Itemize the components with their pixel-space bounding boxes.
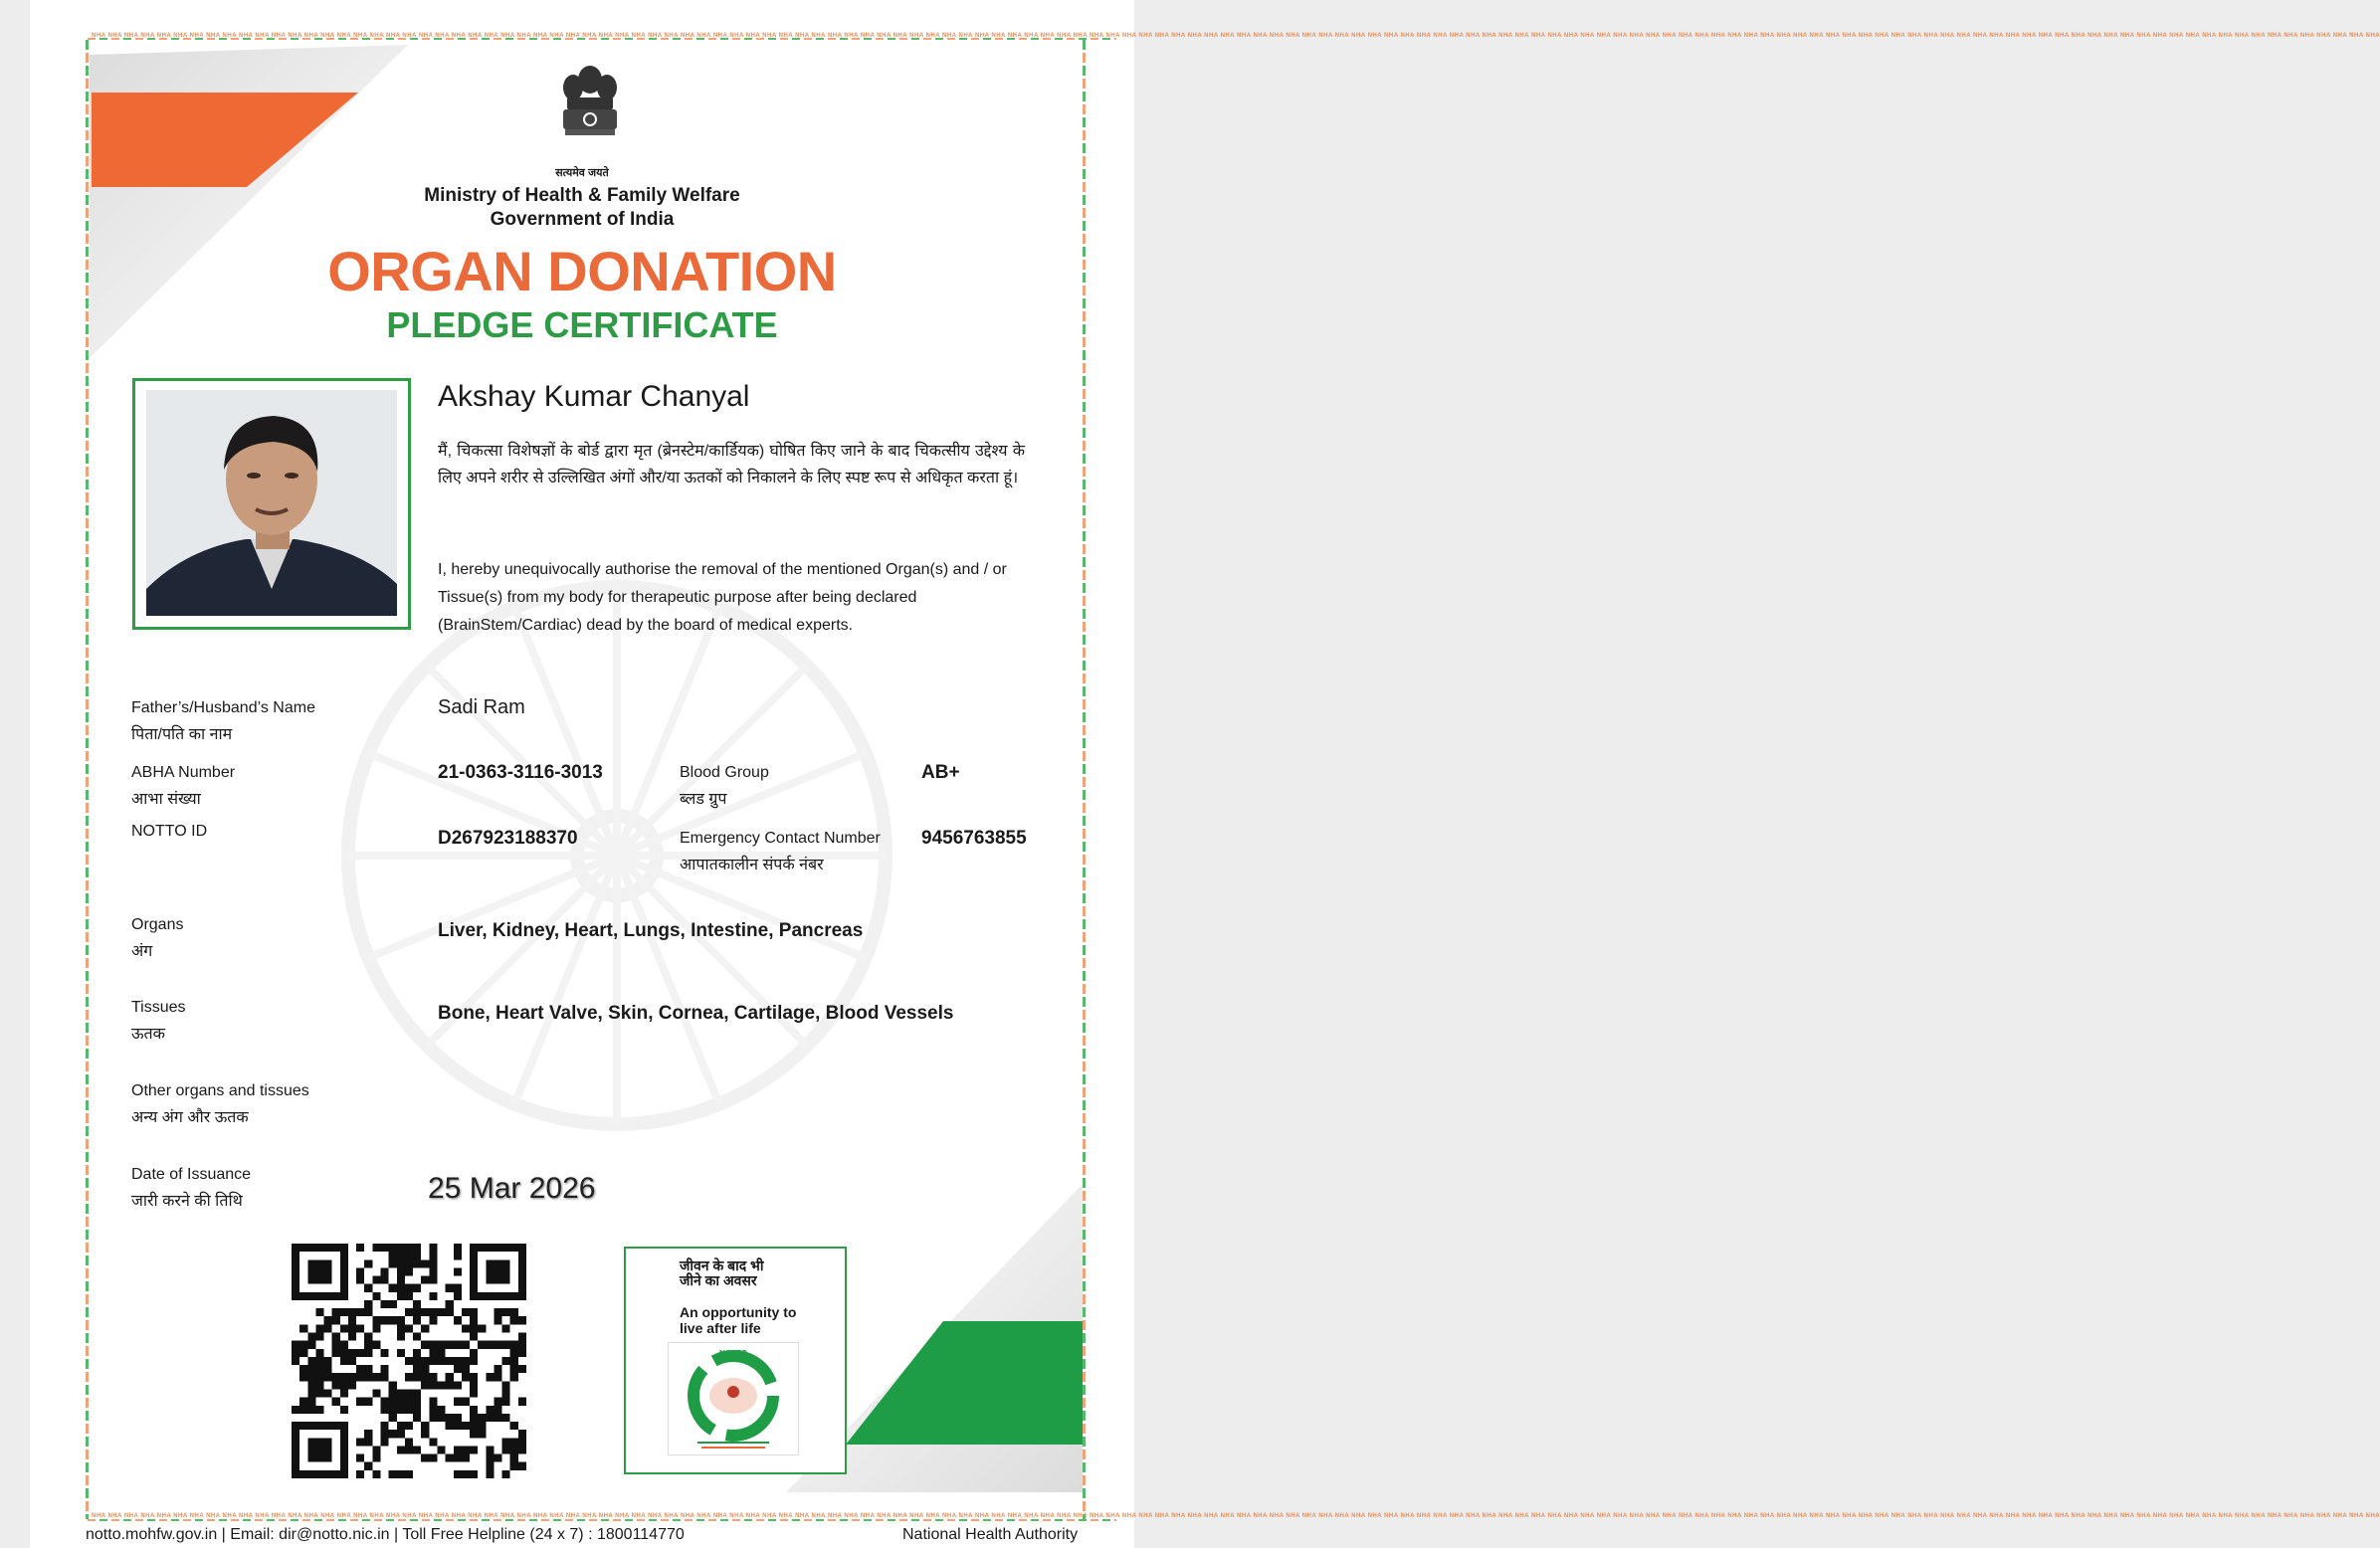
pledger-name: Akshay Kumar Chanyal (438, 380, 750, 413)
border-text-bottom: NHA NHA NHA NHA NHA NHA NHA NHA NHA NHA NHA NHA NHA NHA NHA NHA NHA NHA NHA NHA NHA NHA NHA NHA NHA NHA NHA NHA NHA NHA NHA NHA NHA NHA NHA NHA NHA NHA NHA NHA NHA NHA NHA NHA NHA NHA NHA NHA NHA NHA NHA NHA NHA NHA NHA NHA NHA NHA NHA NHA NHA NHA NHA NHA NHA NHA NHA NHA NHA NHA NHA NHA NHA NHA NHA NHA NHA NHA NHA NHA NHA NHA NHA NHA NHA NHA NHA NHA NHA NHA NHA NHA NHA NHA NHA NHA NHA NHA NHA NHA NHA NHA NHA NHA NHA NHA NHA NHA NHA NHA NHA NHA NHA NHA NHA NHA NHA NHA NHA NHA NHA NHA NHA NHA NHA NHA NHA NHA NHA NHA NHA NHA NHA NHA NHA NHA NHA NHA NHA NHA (92, 1513, 2380, 1519)
notto-logo-text: NOTTO (719, 1349, 747, 1358)
promo-hindi: जीवन के बाद भी जीने का अवसर (680, 1258, 764, 1288)
footer-authority: National Health Authority (902, 1526, 1079, 1543)
certificate-subtitle: PLEDGE CERTIFICATE (386, 304, 778, 345)
emergency-contact-label: Emergency Contact Number आपातकालीन संपर्क नंबर (680, 830, 881, 873)
footer-contact: notto.mohfw.gov.in | Email: dir@notto.nic.in | Toll Free Helpline (24 x 7) : 1800114770 (86, 1526, 685, 1543)
promo-english: An opportunity to live after life (680, 1304, 797, 1336)
qr-code (292, 1244, 526, 1478)
motto: सत्यमेव जयते (555, 167, 609, 179)
national-emblem-icon (555, 60, 625, 159)
organs-label: Organs अंग (131, 916, 184, 960)
organs-value: Liver, Kidney, Heart, Lungs, Intestine, Pancreas (438, 920, 864, 941)
blood-group-value: AB+ (921, 762, 960, 783)
ministry-name: Ministry of Health & Family Welfare (424, 185, 740, 206)
notto-id-label: NOTTO ID (131, 823, 208, 840)
father-name-label: Father’s/Husband’s Name पिता/पति का नाम (131, 699, 315, 743)
emergency-contact-value: 9456763855 (921, 828, 1027, 849)
bottom-border (88, 1519, 1116, 1521)
blood-group-label: Blood Group ब्लड ग्रुप (680, 764, 769, 808)
notto-logo-icon (668, 1342, 799, 1455)
father-name-value: Sadi Ram (438, 696, 525, 718)
government-name: Government of India (490, 209, 675, 230)
issuance-date-label: Date of Issuance जारी करने की तिथि (131, 1166, 252, 1210)
pledge-text-hindi: मैं, चिकत्सा विशेषज्ञों के बोर्ड द्वारा मृत (ब्रेनस्टेम/कार्डियक) घोषित किए जाने के बाद चिकत्सीय उद्देश्य के लिए अपने शरीर से उल्लिखित अंगों और/या ऊतकों को निकालने के लिए स्पष्ट रूप से अधिकृत करता हूं। (438, 443, 1025, 486)
tissues-value: Bone, Heart Valve, Skin, Cornea, Cartilage, Blood Vessels (438, 1003, 954, 1024)
notto-promo-box (624, 1247, 847, 1474)
abha-number-value: 21-0363-3116-3013 (438, 762, 603, 783)
abha-number-label: ABHA Number आभा संख्या (131, 764, 236, 808)
other-organs-label: Other organs and tissues अन्य अंग और ऊतक (131, 1082, 309, 1126)
tissues-label: Tissues ऊतक (131, 999, 186, 1043)
notto-id-value: D267923188370 (438, 828, 578, 849)
issuance-date-value: 25 Mar 2026 (428, 1172, 596, 1205)
certificate-title: ORGAN DONATION (327, 240, 837, 302)
pledger-photo (146, 390, 397, 616)
pledge-text-english: I, hereby unequivocally authorise the removal of the mentioned Organ(s) and / or Tissue(s) from my body for therapeutic purpose after being declared (BrainStem/Cardiac) dead by the board of medical experts. (438, 561, 1007, 634)
certificate-page (30, 0, 2380, 1548)
border-text-top: NHA NHA NHA NHA NHA NHA NHA NHA NHA NHA NHA NHA NHA NHA NHA NHA NHA NHA NHA NHA NHA NHA NHA NHA NHA NHA NHA NHA NHA NHA NHA NHA NHA NHA NHA NHA NHA NHA NHA NHA NHA NHA NHA NHA NHA NHA NHA NHA NHA NHA NHA NHA NHA NHA NHA NHA NHA NHA NHA NHA NHA NHA NHA NHA NHA NHA NHA NHA NHA NHA NHA NHA NHA NHA NHA NHA NHA NHA NHA NHA NHA NHA NHA NHA NHA NHA NHA NHA NHA NHA NHA NHA NHA NHA NHA NHA NHA NHA NHA NHA NHA NHA NHA NHA NHA NHA NHA NHA NHA NHA NHA NHA NHA NHA NHA NHA NHA NHA NHA NHA NHA NHA NHA NHA NHA NHA NHA NHA NHA NHA NHA NHA NHA NHA NHA NHA NHA NHA NHA NHA (92, 33, 2380, 39)
